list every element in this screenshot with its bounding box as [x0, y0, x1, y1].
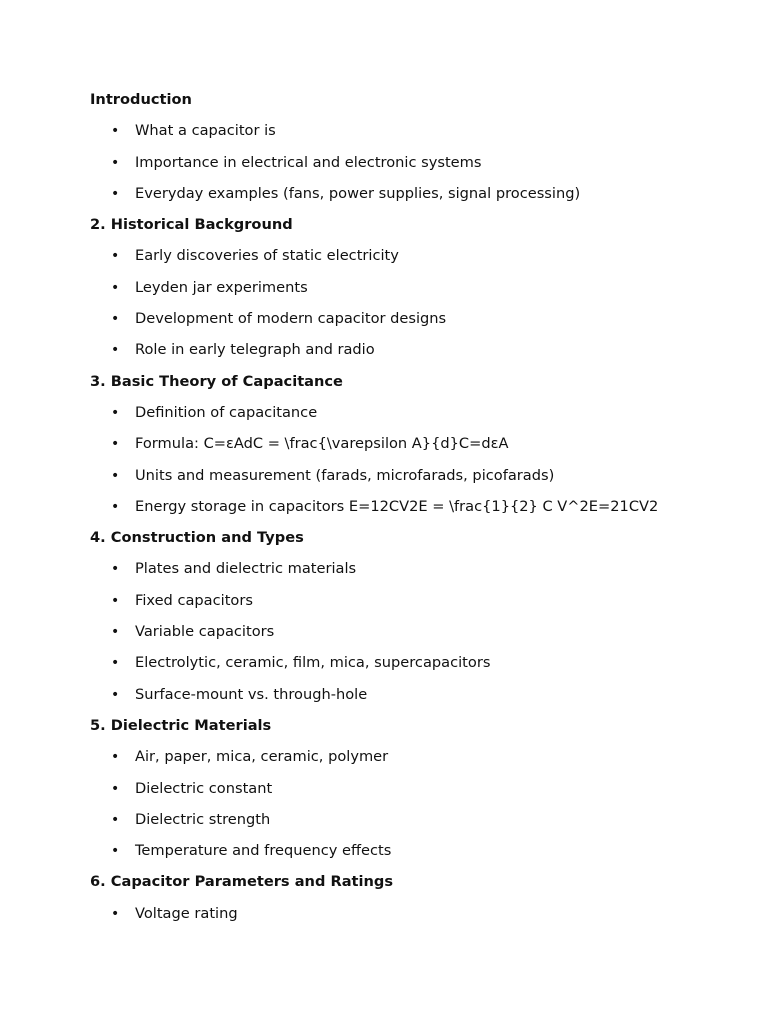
bullet-icon: •	[111, 655, 120, 672]
list-item-text: Energy storage in capacitors E=12CV2E = \frac{1}{2} C V^2E=21CV2	[135, 497, 659, 515]
bullet-list	[90, 121, 750, 204]
list-item	[90, 184, 750, 204]
bullet-icon: •	[111, 624, 120, 641]
section-heading: 4. Construction and Types	[90, 529, 304, 547]
list-item	[90, 779, 750, 799]
section-historical-background	[90, 215, 750, 360]
list-item	[90, 810, 750, 830]
list-item-text: Leyden jar experiments	[135, 278, 308, 296]
bullet-icon: •	[111, 780, 120, 797]
bullet-icon: •	[111, 498, 120, 515]
list-item-text: Plates and dielectric materials	[135, 560, 357, 578]
bullet-list	[90, 904, 750, 924]
bullet-icon: •	[111, 686, 120, 703]
list-item	[90, 340, 750, 360]
list-item-text: Electrolytic, ceramic, film, mica, supercapacitors	[135, 654, 491, 672]
list-item	[90, 841, 750, 861]
list-item	[90, 403, 750, 423]
list-item-text: Definition of capacitance	[135, 403, 318, 421]
list-item-text: Everyday examples (fans, power supplies, signal processing)	[135, 184, 581, 202]
list-item	[90, 622, 750, 642]
bullet-icon: •	[111, 311, 120, 328]
list-item	[90, 904, 750, 924]
list-item-text: Development of modern capacitor designs	[135, 310, 447, 328]
list-item	[90, 153, 750, 173]
bullet-icon: •	[111, 905, 120, 922]
bullet-icon: •	[111, 404, 120, 421]
bullet-list	[90, 559, 750, 704]
list-item-text: Surface-mount vs. through-hole	[135, 685, 368, 703]
list-item-text: What a capacitor is	[135, 122, 276, 140]
list-item-text: Dielectric strength	[135, 810, 271, 828]
list-item	[90, 121, 750, 141]
section-heading: Introduction	[90, 91, 192, 108]
section-construction-types	[90, 528, 750, 704]
list-item	[90, 246, 750, 266]
section-heading: 3. Basic Theory of Capacitance	[90, 372, 343, 390]
list-item	[90, 466, 750, 486]
list-item-text: Formula: C=εAdC = \frac{\varepsilon A}{d}C=dεA	[135, 435, 509, 453]
bullet-icon: •	[111, 342, 120, 359]
bullet-list	[90, 403, 750, 517]
section-capacitor-parameters	[90, 872, 750, 923]
list-item	[90, 559, 750, 579]
bullet-icon: •	[111, 749, 120, 766]
bullet-icon: •	[111, 248, 120, 265]
list-item	[90, 434, 750, 454]
bullet-list	[90, 246, 750, 360]
list-item-text: Voltage rating	[135, 904, 238, 922]
section-heading: 6. Capacitor Parameters and Ratings	[90, 873, 394, 891]
document-body	[90, 90, 750, 935]
bullet-icon: •	[111, 467, 120, 484]
section-dielectric-materials	[90, 716, 750, 861]
list-item	[90, 278, 750, 298]
list-item	[90, 653, 750, 673]
section-heading: 5. Dielectric Materials	[90, 716, 272, 734]
bullet-list	[90, 747, 750, 861]
list-item-text: Early discoveries of static electricity	[135, 247, 399, 265]
bullet-icon: •	[111, 592, 120, 609]
list-item	[90, 747, 750, 767]
section-basic-theory	[90, 372, 750, 517]
list-item	[90, 309, 750, 329]
list-item	[90, 591, 750, 611]
list-item-text: Temperature and frequency effects	[135, 842, 392, 860]
list-item-text: Air, paper, mica, ceramic, polymer	[135, 748, 389, 766]
bullet-icon: •	[111, 154, 120, 171]
bullet-icon: •	[111, 561, 120, 578]
section-heading: 2. Historical Background	[90, 216, 293, 234]
list-item-text: Role in early telegraph and radio	[135, 341, 375, 359]
list-item	[90, 497, 750, 517]
list-item-text: Units and measurement (farads, microfarads, picofarads)	[135, 466, 555, 484]
bullet-icon: •	[111, 843, 120, 860]
list-item-text: Dielectric constant	[135, 779, 273, 797]
section-introduction	[90, 90, 750, 204]
bullet-icon: •	[111, 185, 120, 202]
bullet-icon: •	[111, 811, 120, 828]
bullet-icon: •	[111, 123, 120, 140]
list-item-text: Variable capacitors	[135, 623, 275, 641]
bullet-icon: •	[111, 279, 120, 296]
list-item-text: Fixed capacitors	[135, 591, 253, 609]
list-item-text: Importance in electrical and electronic systems	[135, 153, 482, 171]
list-item	[90, 685, 750, 705]
bullet-icon: •	[111, 436, 120, 453]
